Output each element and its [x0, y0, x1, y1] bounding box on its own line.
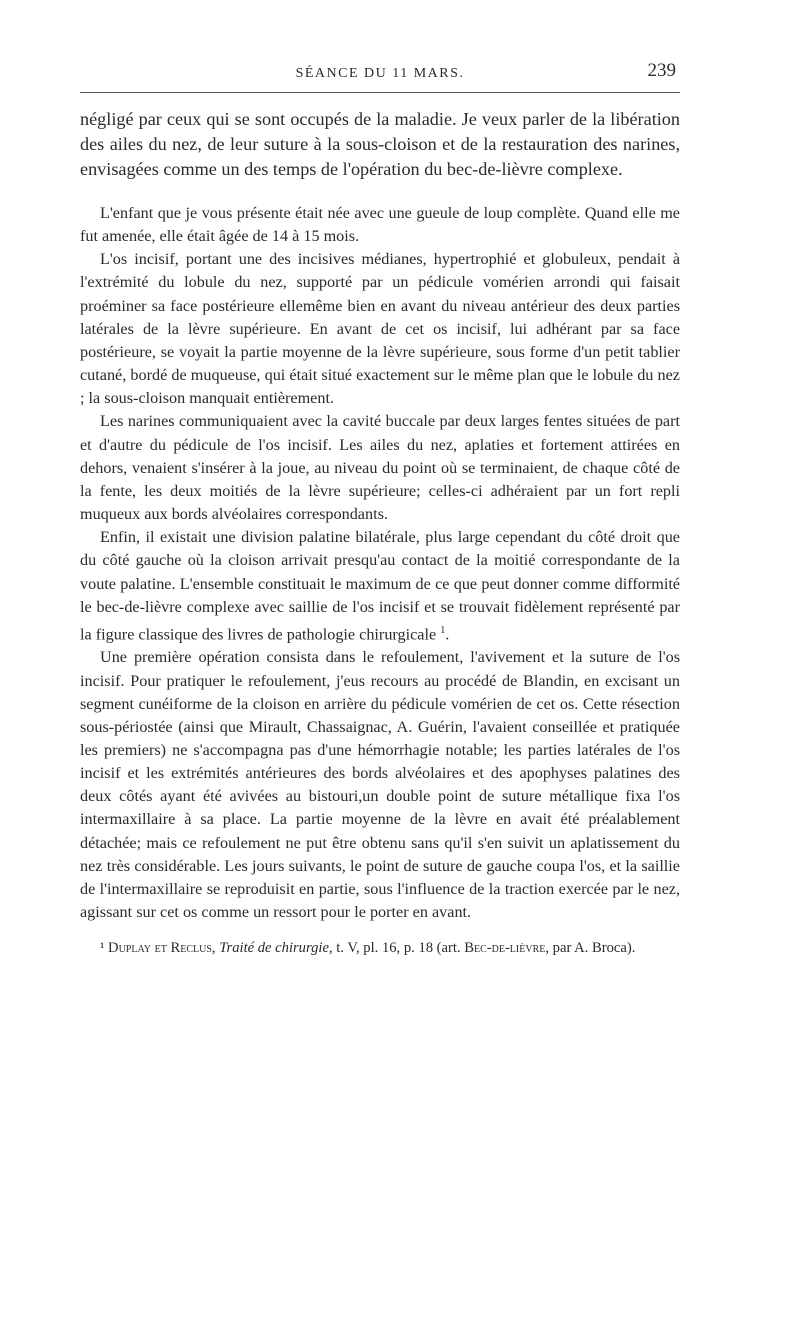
header-rule [80, 92, 680, 93]
footnote-marker: ¹ [100, 940, 105, 957]
footnote-tail: par A. Broca). [552, 940, 636, 957]
paragraph-5: Une première opération consista dans le refoulement, l'avivement et la suture de l'os incisif. Pour pratiquer le refoulement, j'eus recours au procédé de Blandin, en excisant un segment cunéiforme de la cloison en arrière du pédicule vomérien de cet os. Cette résection sous-périostée (ainsi que Mirault, Chassaignac, A. Guérin, l'avaient conseillée et pratiquée les premiers) ne s'accompagna pas d'une hémorrhagie notable; les parties latérales de l'os incisif et les extrémités antérieures des bords alvéolaires et des apophyses palatines des deux côtés ayant été avivées au bistouri,un double point de suture métallique fixa l'os intermaxillaire à sa place. La partie moyenne de la lèvre en avait été préalablement détachée; mais ce refoulement ne put être obtenu sans qu'il s'en suivit un aplatissement du nez très considérable. Les jours suivants, le point de suture de gauche coupa l'os, et la saillie de l'intermaxillaire se reproduisit en partie, sous l'influence de la traction exercée par le nez, agissant sur cet os comme un ressort pour le porter en avant. [80, 648, 680, 922]
page [80, 58, 680, 958]
footnote-authors: Duplay et Reclus, [108, 940, 216, 957]
footnote-title: Traité de chirurgie, [219, 940, 333, 957]
paragraph-4-text: Enfin, il existait une division palatine bilatérale, plus large cependant du côté droit que du côté gauche où la cloison arrivait presqu'au contact de la moitié correspondante de la voute palatine. L'ensemble constituait le maximum de ce que peut donner comme difformité le bec-de-lièvre complexe avec saillie de l'os incisif et se trouvait fidèlement représenté par la figure classique des livres de pathologie chirurgicale [80, 528, 680, 644]
running-head [80, 58, 680, 88]
paragraph-4: Enfin, il existait une division palatine bilatérale, plus large cependant du côté droit que du côté gauche où la cloison arrivait presqu'au contact de la moitié correspondante de la voute palatine. L'ensemble constituait le maximum de ce que peut donner comme difformité le bec-de-lièvre complexe avec saillie de l'os incisif et se trouvait fidèlement représenté par la figure classique des livres de pathologie chirurgicale $^1$. [80, 528, 680, 644]
body-text [80, 202, 680, 924]
footnote [80, 938, 680, 958]
paragraph-3: Les narines communiquaient avec la cavité buccale par deux larges fentes situées de part et d'autre du pédicule de l'os incisif. Les ailes du nez, aplaties et fortement attirées en dehors, venaient s'insérer à la joue, au niveau du point où se terminaient, de chaque côté de la fente, les deux moitiés de la lèvre supérieure; celles-ci adhéraient par un fort repli muqueux aux bords alvéolaires correspondants. [80, 412, 680, 524]
page-number: 239 [647, 60, 676, 81]
footnote-reference: 1 [440, 624, 446, 636]
paragraph-1: L'enfant que je vous présente était née avec une gueule de loup complète. Quand elle me fut amenée, elle était âgée de 14 à 15 mois. [80, 204, 680, 246]
paragraph-2: L'os incisif, portant une des incisives médianes, hypertrophié et globuleux, pendait à l'extrémité du lobule du nez, supporté par un pédicule vomérien arrondi qui faisait proéminer sa face postérieure ellemême bien en avant du niveau antérieur des deux parties latérales de la lèvre supérieure. En avant de cet os incisif, lui adhérant par sa face postérieure, se voyait la partie moyenne de la lèvre supérieure, sous forme d'un petit tablier cutané, bordé de muqueuse, qui était situé exactement sur le même plan que le lobule du nez ; la sous-cloison manquait entièrement. [80, 250, 680, 408]
footnote-article: Bec-de-lièvre, [464, 940, 550, 957]
footnote-details: t. V, pl. 16, p. 18 (art. [336, 940, 461, 957]
lead-section [80, 107, 680, 182]
lead-paragraph: négligé par ceux qui se sont occupés de la maladie. Je veux parler de la libération des ailes du nez, de leur suture à la sous-cloison et de la restauration des narines, envisagées comme un des temps de l'opération du bec-de-lièvre complexe. [80, 109, 680, 179]
running-title: SÉANCE DU 11 MARS. [295, 66, 465, 81]
